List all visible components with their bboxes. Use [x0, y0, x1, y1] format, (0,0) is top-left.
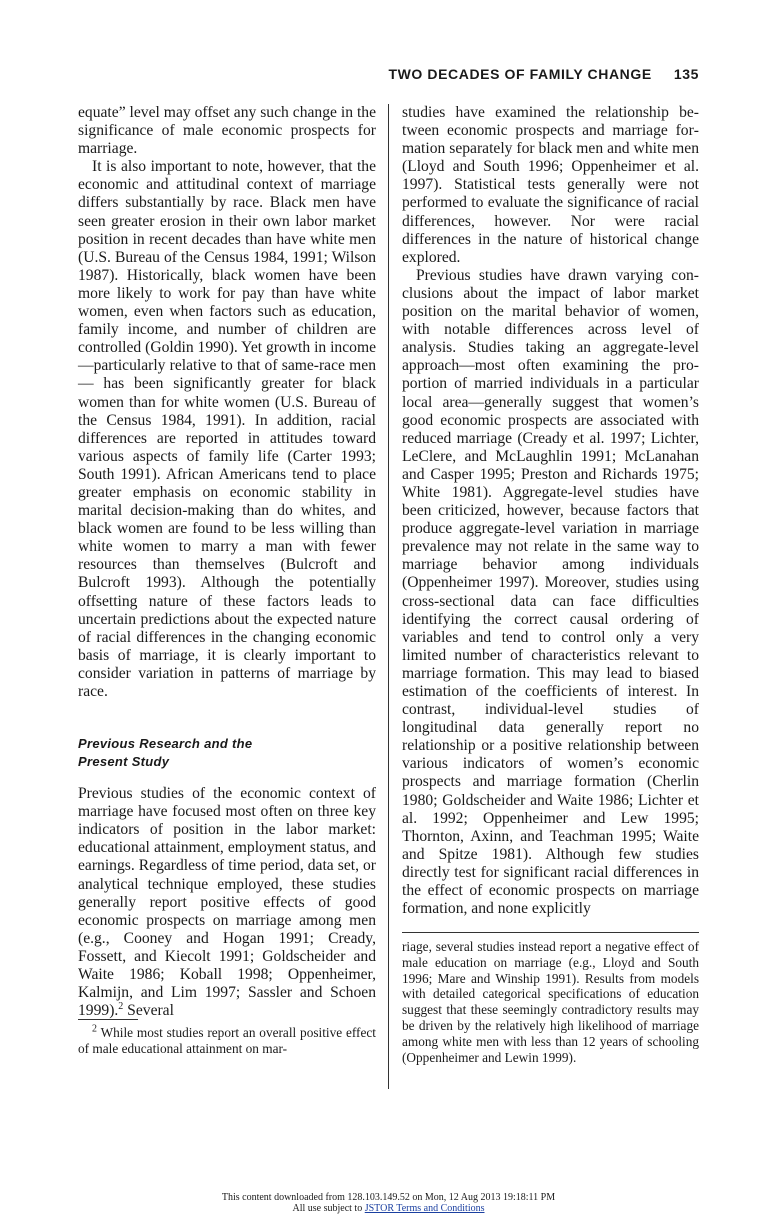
left-paragraph-3 [78, 785, 376, 1020]
section-heading-line-2: Present Study [78, 754, 170, 770]
section-heading [78, 735, 376, 771]
right-paragraph-2: Previous studies have drawn varying conclusions about the impact of labor market position on the marital behavior of women, with notable differences across level of analysis. Studies taking an aggregate-level approach—most often examining the proportion of married individuals in a particular local area—generally suggest that women’s good economic prospects are associated with reduced marriage (Cready et al. 1997; Lichter, LeClere, and McLaughlin 1991; McLanahan and Casper 1995; Preston and Richards 1975; White 1981). Aggregate-level studies have been criticized, however, because factors that produce aggregate-level variation in marriage prevalence may not relate in the same way to marriage behavior among individuals (Oppenheimer 1997). Moreover, studies using cross-sectional data can face difficulties identifying the correct causal ordering of variables and tend to control only a very limited number of characteristics relevant to marriage formation. This may lead to biased estimation of the coefficients of interest. In contrast, individual-level studies of longitudinal data generally report no relationship or a positive relationship between various indicators of women’s economic prospects and marriage formation (Cherlin 1980; Goldscheider and Waite 1986; Lichter et al. 1992; Oppenheimer and Lew 1995; Thornton, Axinn, and Teachman 1995; Waite and Spitze 1981). Although few studies directly test for significant racial differences in the effect of economic prospects on marriage formation, and none explicitly [402, 266, 699, 918]
terms-line [0, 1203, 777, 1214]
terms-prefix: All use subject to [292, 1203, 365, 1214]
running-head [388, 66, 699, 82]
left-paragraph-2: It is also important to note, however, that the economic and attitudinal context of marriage differs substantially by race. Black men have seen greater erosion in their own labor market position in recent decades than have white men (U.S. Bureau of the Census 1984, 1991; Wilson 1987). Historically, black women have been more likely to work for pay than have white women, even when factors such as education, family income, and number of children are controlled (Goldin 1990). Yet growth in income—particularly relative to that of same-race men— has been significantly greater for black women than for white women (U.S. Bureau of the Census 1984, 1991). In addition, racial differences are reported in attitudes toward various aspects of family life (Carter 1993; South 1991). African Americans tend to place greater emphasis on economic stability in marital decision-making than do whites, and black women are found to be less willing than white women to marry a man with fewer resources than themselves (Bulcroft and Bulcroft 1993). Although the potentially offsetting nature of these factors leads to uncertain predictions about the expected nature of racial differences in the changing economic basis of marriage, it is clearly important to consider variation in patterns of marriage by race. [78, 158, 376, 700]
download-line: This content downloaded from 128.103.149.52 on Mon, 12 Aug 2013 19:18:11 PM [221, 1192, 556, 1203]
footnote-ref-2[interactable]: 2 [118, 1001, 124, 1013]
left-paragraph-3-tail: Several [123, 1002, 174, 1020]
left-paragraph-3-text: Previous studies of the economic context of marriage have focused most often on three key indicators of position in the labor market: educational attainment, employment status, and earnings. Regardless of time period, data set, or analytical technique employed, these studies generally report positive effects of good economic prospects on marriage among men (e.g., Cooney and Hogan 1991; Cready, Fossett, and Kiecolt 1991; Goldscheider and Waite 1986; Koball 1998; Oppenheimer, Kalmijn, and Lim 1997; Sassler and Schoen 1999). [78, 785, 376, 1020]
footnote-2-text: While most studies report an overall positive effect of male educational attainment on mar- [78, 1025, 376, 1056]
footnote-mark: 2 [92, 1023, 97, 1035]
right-column [402, 104, 699, 918]
page-number: 135 [673, 66, 699, 82]
right-paragraph-1: studies have examined the relationship between economic prospects and marriage formation separately for black men and white men (Lloyd and South 1996; Oppenheimer et al. 1997). Statistical tests generally were not performed to evaluate the significance of racial differences, however. Nor were racial differences in the nature of historical change explored. [402, 104, 699, 266]
footnote-2-start [78, 1025, 376, 1057]
left-column [78, 104, 376, 1020]
section-heading-line-1: Previous Research and the [78, 736, 253, 752]
running-title: TWO DECADES OF FAMILY CHANGE [388, 66, 652, 82]
download-notice [0, 1192, 777, 1214]
footnote-rule-right [402, 932, 699, 933]
column-divider [388, 104, 389, 1089]
left-paragraph-1: equate” level may offset any such change in the significance of male economic prospects for marriage. [78, 104, 376, 158]
footnote-2-continued: riage, several studies instead report a negative effect of male education on marriage (e.g., Lloyd and South 1996; Mare and Winship 1991). Results from models with detailed categorical specifications of education suggest that these seemingly contradictory results may be driven by the relatively high likelihood of marriage among white men with less than 12 years of schooling (Oppenheimer and Lewin 1999). [402, 939, 699, 1065]
footnote-rule-left [78, 1019, 138, 1020]
jstor-terms-link[interactable]: JSTOR Terms and Conditions [364, 1203, 485, 1214]
